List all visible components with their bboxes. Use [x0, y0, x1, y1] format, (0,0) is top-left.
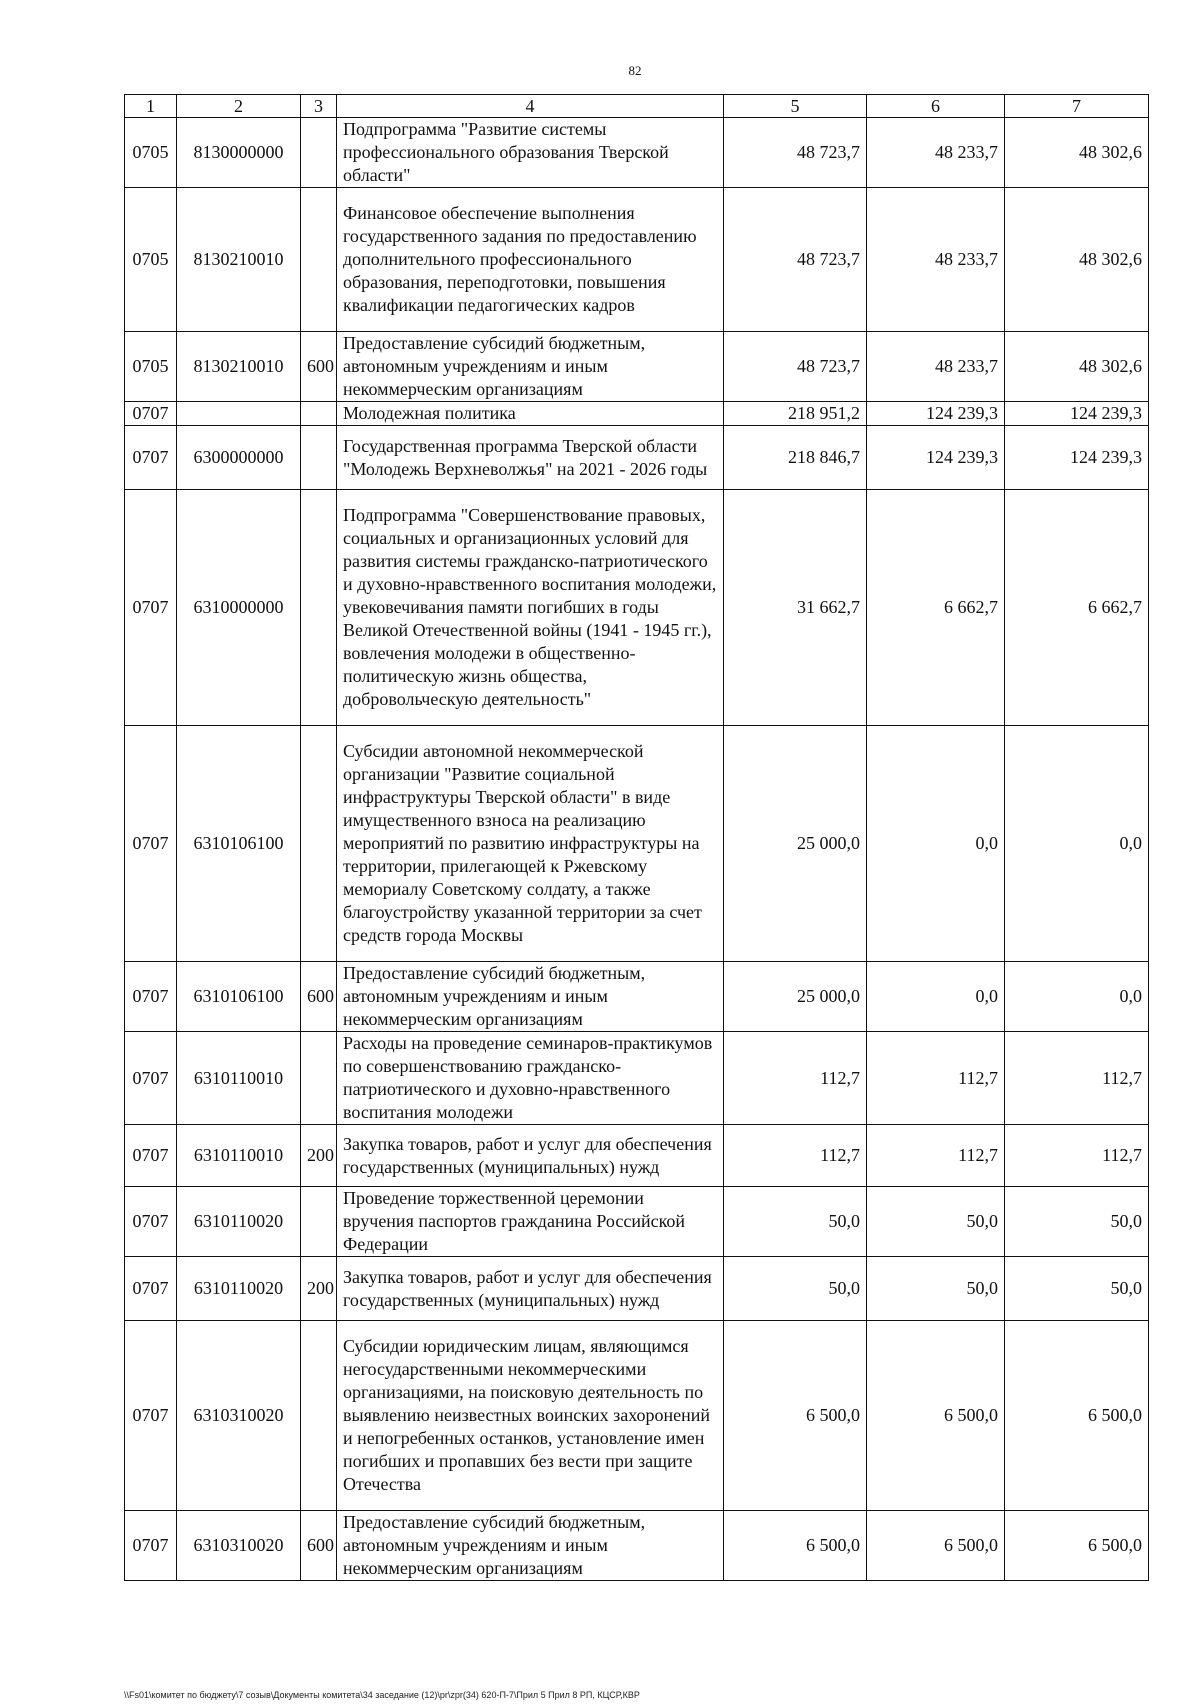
description-cell: Проведение торжественной церемонии вручения паспортов гражданина Российской Федерации [337, 1187, 724, 1257]
section-code-cell: 0707 [125, 1032, 177, 1125]
amount-col5-cell: 25 000,0 [724, 726, 867, 962]
section-code-cell: 0705 [125, 188, 177, 332]
table-row [125, 1511, 1149, 1581]
section-code-cell: 0707 [125, 402, 177, 426]
amount-col6-cell: 6 662,7 [867, 490, 1005, 726]
expense-type-cell [301, 188, 337, 332]
expense-type-cell [301, 118, 337, 188]
expense-type-cell [301, 726, 337, 962]
expense-type-cell [301, 426, 337, 490]
amount-col5-cell: 48 723,7 [724, 118, 867, 188]
section-code-cell: 0705 [125, 332, 177, 402]
target-article-cell: 6310110020 [177, 1187, 301, 1257]
expense-type-cell: 200 [301, 1125, 337, 1187]
target-article-cell: 6310106100 [177, 962, 301, 1032]
amount-col6-cell: 6 500,0 [867, 1321, 1005, 1511]
table-header-row [125, 95, 1149, 118]
expense-type-cell [301, 1187, 337, 1257]
target-article-cell: 8130000000 [177, 118, 301, 188]
amount-col6-cell: 0,0 [867, 726, 1005, 962]
amount-col6-cell: 50,0 [867, 1257, 1005, 1321]
amount-col6-cell: 6 500,0 [867, 1511, 1005, 1581]
description-cell: Подпрограмма "Развитие системы профессионального образования Тверской области" [337, 118, 724, 188]
section-code-cell: 0707 [125, 726, 177, 962]
amount-col6-cell: 112,7 [867, 1032, 1005, 1125]
amount-col6-cell: 48 233,7 [867, 332, 1005, 402]
amount-col6-cell: 48 233,7 [867, 118, 1005, 188]
target-article-cell: 6310310020 [177, 1511, 301, 1581]
description-cell: Предоставление субсидий бюджетным, автономным учреждениям и иным некоммерческим организациям [337, 962, 724, 1032]
expense-type-cell [301, 1321, 337, 1511]
amount-col7-cell: 112,7 [1005, 1032, 1149, 1125]
section-code-cell: 0707 [125, 1187, 177, 1257]
table-row [125, 188, 1149, 332]
amount-col7-cell: 6 662,7 [1005, 490, 1149, 726]
amount-col5-cell: 50,0 [724, 1187, 867, 1257]
target-article-cell: 6300000000 [177, 426, 301, 490]
expense-type-cell: 600 [301, 1511, 337, 1581]
expense-type-cell: 200 [301, 1257, 337, 1321]
amount-col7-cell: 124 239,3 [1005, 426, 1149, 490]
amount-col6-cell: 50,0 [867, 1187, 1005, 1257]
description-cell: Закупка товаров, работ и услуг для обеспечения государственных (муниципальных) нужд [337, 1257, 724, 1321]
column-header: 6 [867, 95, 1005, 118]
target-article-cell: 6310310020 [177, 1321, 301, 1511]
table-row [125, 726, 1149, 962]
amount-col7-cell: 48 302,6 [1005, 118, 1149, 188]
section-code-cell: 0705 [125, 118, 177, 188]
section-code-cell: 0707 [125, 1321, 177, 1511]
description-cell: Субсидии юридическим лицам, являющимся негосударственными некоммерческими организациями, на поисковую деятельность по выявлению неизвестных воинских захоронений и непогребенных останков, установление имен погибших и пропавших без вести при защите Отечества [337, 1321, 724, 1511]
amount-col7-cell: 50,0 [1005, 1257, 1149, 1321]
expense-type-cell [301, 490, 337, 726]
table-row [125, 962, 1149, 1032]
column-header: 1 [125, 95, 177, 118]
table-row [125, 1187, 1149, 1257]
amount-col5-cell: 6 500,0 [724, 1511, 867, 1581]
amount-col7-cell: 6 500,0 [1005, 1321, 1149, 1511]
table-row [125, 1125, 1149, 1187]
section-code-cell: 0707 [125, 1257, 177, 1321]
target-article-cell: 8130210010 [177, 188, 301, 332]
amount-col5-cell: 218 951,2 [724, 402, 867, 426]
amount-col6-cell: 112,7 [867, 1125, 1005, 1187]
amount-col6-cell: 124 239,3 [867, 402, 1005, 426]
target-article-cell: 6310106100 [177, 726, 301, 962]
amount-col6-cell: 0,0 [867, 962, 1005, 1032]
target-article-cell: 6310110010 [177, 1125, 301, 1187]
column-header: 3 [301, 95, 337, 118]
column-header: 2 [177, 95, 301, 118]
expense-type-cell: 600 [301, 332, 337, 402]
column-header: 4 [337, 95, 724, 118]
description-cell: Предоставление субсидий бюджетным, автономным учреждениям и иным некоммерческим организациям [337, 332, 724, 402]
table-row [125, 1032, 1149, 1125]
description-cell: Подпрограмма "Совершенствование правовых, социальных и организационных условий для развития системы гражданско-патриотического и духовно-нравственного воспитания молодежи, увековечивания памяти погибших в годы Великой Отечественной войны (1941 - 1945 гг.), вовлечения молодежи в общественно-политическую жизнь общества, добровольческую деятельность" [337, 490, 724, 726]
amount-col5-cell: 218 846,7 [724, 426, 867, 490]
expense-type-cell [301, 402, 337, 426]
target-article-cell [177, 402, 301, 426]
description-cell: Предоставление субсидий бюджетным, автономным учреждениям и иным некоммерческим организациям [337, 1511, 724, 1581]
column-header: 7 [1005, 95, 1149, 118]
section-code-cell: 0707 [125, 1511, 177, 1581]
amount-col7-cell: 0,0 [1005, 726, 1149, 962]
target-article-cell: 6310110010 [177, 1032, 301, 1125]
amount-col5-cell: 6 500,0 [724, 1321, 867, 1511]
amount-col7-cell: 48 302,6 [1005, 332, 1149, 402]
description-cell: Финансовое обеспечение выполнения государственного задания по предоставлению дополнительного профессионального образования, переподготовки, повышения квалификации педагогических кадров [337, 188, 724, 332]
section-code-cell: 0707 [125, 490, 177, 726]
table-row [125, 118, 1149, 188]
amount-col5-cell: 25 000,0 [724, 962, 867, 1032]
description-cell: Молодежная политика [337, 402, 724, 426]
target-article-cell: 6310110020 [177, 1257, 301, 1321]
amount-col7-cell: 48 302,6 [1005, 188, 1149, 332]
description-cell: Государственная программа Тверской области "Молодежь Верхневолжья" на 2021 - 2026 годы [337, 426, 724, 490]
column-header: 5 [724, 95, 867, 118]
amount-col5-cell: 31 662,7 [724, 490, 867, 726]
amount-col7-cell: 6 500,0 [1005, 1511, 1149, 1581]
budget-table [124, 94, 1149, 1581]
section-code-cell: 0707 [125, 1125, 177, 1187]
table-row [125, 426, 1149, 490]
table-row [125, 490, 1149, 726]
amount-col5-cell: 48 723,7 [724, 332, 867, 402]
section-code-cell: 0707 [125, 962, 177, 1032]
table-row [125, 332, 1149, 402]
target-article-cell: 8130210010 [177, 332, 301, 402]
expense-type-cell: 600 [301, 962, 337, 1032]
table-row [125, 1257, 1149, 1321]
amount-col6-cell: 48 233,7 [867, 188, 1005, 332]
amount-col5-cell: 48 723,7 [724, 188, 867, 332]
amount-col7-cell: 112,7 [1005, 1125, 1149, 1187]
page-number: 82 [628, 63, 642, 78]
section-code-cell: 0707 [125, 426, 177, 490]
amount-col5-cell: 112,7 [724, 1032, 867, 1125]
amount-col6-cell: 124 239,3 [867, 426, 1005, 490]
table-row [125, 402, 1149, 426]
description-cell: Субсидии автономной некоммерческой организации "Развитие социальной инфраструктуры Тверской области" в виде имущественного взноса на реализацию мероприятий по развитию инфраструктуры на территории, прилегающей к Ржевскому мемориалу Советскому солдату, а также благоустройству указанной территории за счет средств города Москвы [337, 726, 724, 962]
description-cell: Расходы на проведение семинаров-практикумов по совершенствованию гражданско-патриотического и духовно-нравственного воспитания молодежи [337, 1032, 724, 1125]
description-cell: Закупка товаров, работ и услуг для обеспечения государственных (муниципальных) нужд [337, 1125, 724, 1187]
target-article-cell: 6310000000 [177, 490, 301, 726]
amount-col7-cell: 124 239,3 [1005, 402, 1149, 426]
expense-type-cell [301, 1032, 337, 1125]
table-row [125, 1321, 1149, 1511]
amount-col5-cell: 112,7 [724, 1125, 867, 1187]
amount-col7-cell: 50,0 [1005, 1187, 1149, 1257]
amount-col5-cell: 50,0 [724, 1257, 867, 1321]
amount-col7-cell: 0,0 [1005, 962, 1149, 1032]
file-path-footer: \\Fs01\комитет по бюджету\7 созыв\Документы комитета\34 заседание (12)\pr\zpr(34) 620-П-7\Прил 5 Прил 8 РП, КЦСР,КВР [124, 1690, 640, 1700]
